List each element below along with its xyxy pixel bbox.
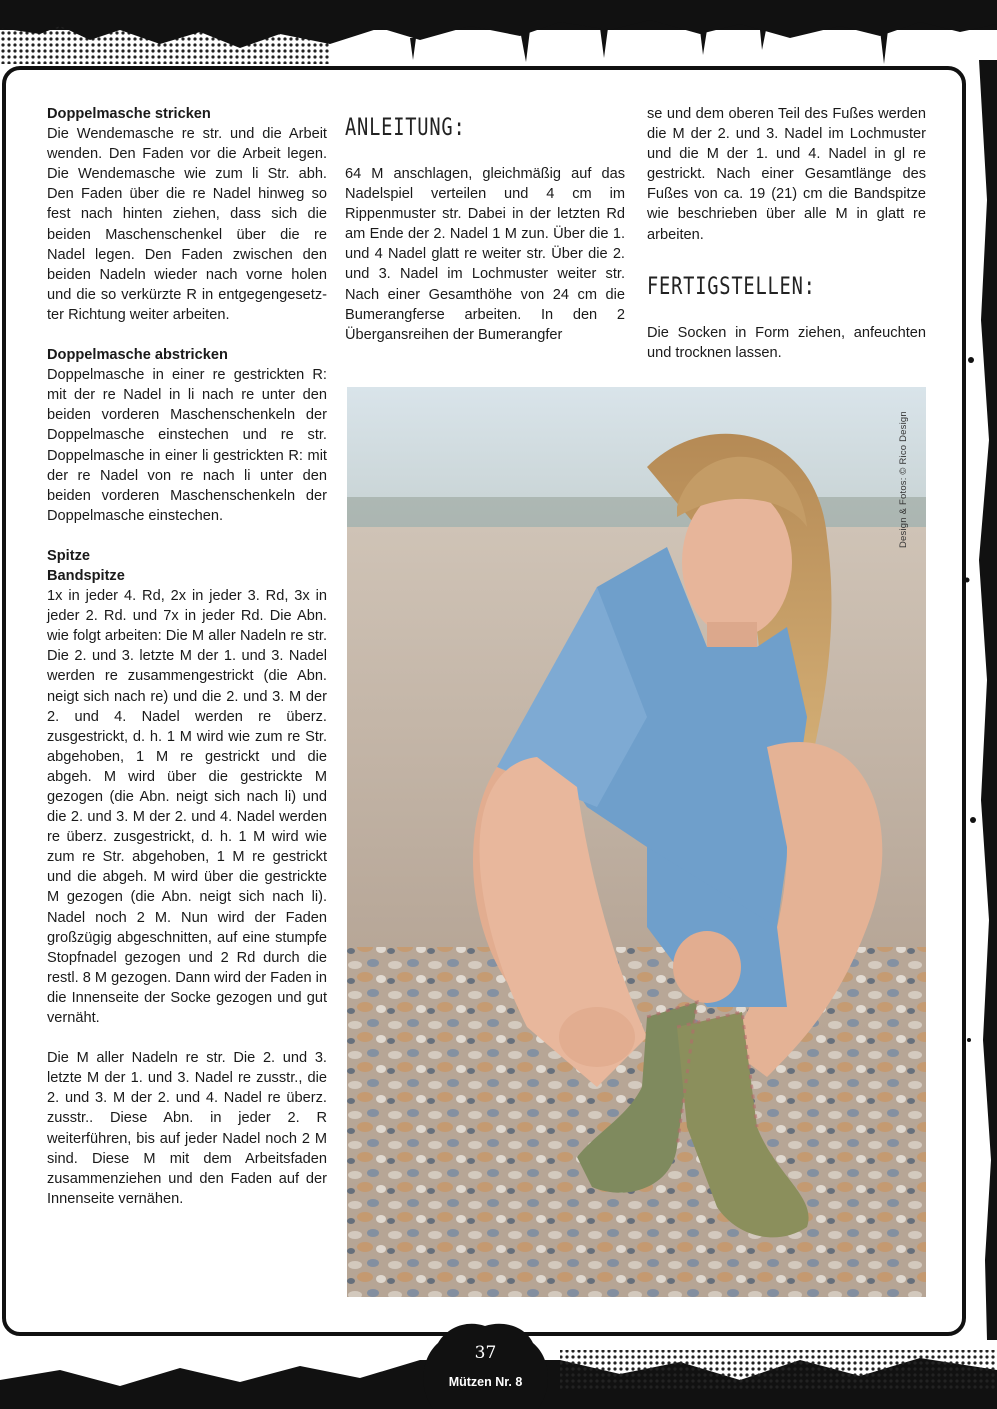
text-anleitung: 64 M anschlagen, gleichmäßig auf das Nadelspiel verteilen und 4 cm im Rippenmuster str. Dabei in der letzten Rd am Ende der 2. Nadel 1 M zun. Über die 1. und 4 Nadel glatt re weiter str. Über die 2. und 3. Nadel im Lochmuster weiter str. Nach einer Gesamthöhe von 24 cm die Bumerangferse arbeiten. In den 2 Übergansreihen der Bumerangfer — [345, 166, 625, 343]
section-heading-doppelmasche-stricken: Doppelmasche stricken — [47, 106, 211, 122]
magazine-name: Mützen Nr. 8 — [448, 1375, 523, 1389]
section-text-bandspitze: 1x in jeder 4. Rd, 2x in jeder 3. Rd, 3x in jeder 2. Rd. und 7x in jeder Rd. Die Abn. wie folgt arbeiten: Die M aller Nadeln re str. Die 2. und 3. letzte M der 1. und 3. Nadel werden re zusammengestrickt (die Abn. neigt sich nach re) und die 2. und 3. M der 2. und 4. Nadel werden re überz. zusgestrickt, d. h. 1 M wird wie zum re Str. abgehoben, 1 M re gestrickt und die abgeh. M wird über die gestrickte M gezogen (die Abn. neigt sich nach li) und die 2. und 3. M der 2. und 4. Nadel werden re überz. zusgestrickt, d. h. 1 M wird wie zum re Str. abgehoben, 1 M re gestrickt und die abgeh. M wird über die gestrickte M gezogen (die Abn. neigt sich nach li). Nadel noch 2 M. Nun wird der Faden großzügig abgeschnitten, auf eine stumpfe Stopfnadel gezogen und 2 Rd durch die restl. 8 M gezogen. Dann wird der Faden in die Innenseite der Socke gezogen und gut vernäht. — [47, 588, 327, 1027]
section-text-bandspitze-2: Die M aller Nadeln re str. Die 2. und 3. letzte M der 1. und 3. Nadel re zusstr., die 2. und 3. M der 2. und 4. Nadel re überz. zusstr.. Diese Abn. in jeder 2. R weiterführen, bis auf jeder Nadel noch 2 M sind. Diese M mit dem Arbeitsfaden zusammenziehen und den Faden auf der Innenseite vernähen. — [47, 1050, 327, 1207]
left-column — [47, 104, 327, 1209]
middle-column — [345, 112, 625, 345]
photo-credit: Design & Fotos: © Rico Design — [898, 411, 909, 548]
page-number: 37 — [474, 1343, 497, 1363]
section-text-doppelmasche-stricken: Die Wendemasche re str. und die Arbeit wenden. Den Faden vor die Arbeit legen. Die Wendemasche wie zum li Str. abh. Den Faden über die re Nadel hinweg so fest nach hinten ziehen, dass sich die beiden Maschenschenkel über die re Nadel legen. Den Faden zwischen den beiden Nadeln wieder nach vorne holen und die so verkürzte R in entgegengesetzter Richtung weiter arbeiten. — [47, 126, 327, 323]
heading-anleitung: ANLEITUNG: — [345, 113, 466, 141]
section-text-doppelmasche-abstricken: Doppelmasche in einer re gestrickten R: mit der re Nadel in li nach re unter den beiden vorderen Maschenschenkeln der Doppelmasche einstechen und re str. Doppelmasche in einer li gestrickten R: mit der re Nadel von re nach li unter den beiden vorderen Maschenschenkeln der Doppelmasche einstechen. — [47, 367, 327, 524]
right-column — [647, 104, 926, 363]
page-number-badge — [413, 1318, 558, 1409]
photo-woman-with-socks — [347, 387, 926, 1297]
grunge-top-border — [0, 0, 997, 70]
text-fertigstellen: Die Socken in Form ziehen, anfeuchten und trocknen lassen. — [647, 324, 926, 361]
section-subheading-bandspitze: Bandspitze — [47, 567, 125, 584]
section-heading-spitze: Spitze — [47, 547, 90, 564]
section-heading-doppelmasche-abstricken: Doppelmasche abstricken — [47, 347, 228, 364]
text-anleitung-continued: se und dem oberen Teil des Fußes werden die M der 2. und 3. Nadel im Lochmuster und die M der 1. und 4. Nadel in gl re gestrickt. Nach einer Gesamtlänge des Fußes von ca. 19 (21) cm die Bandspitze wie beschrieben über alle M in glatt re arbeiten. — [647, 106, 926, 243]
heading-fertigstellen: FERTIGSTELLEN: — [647, 271, 816, 300]
